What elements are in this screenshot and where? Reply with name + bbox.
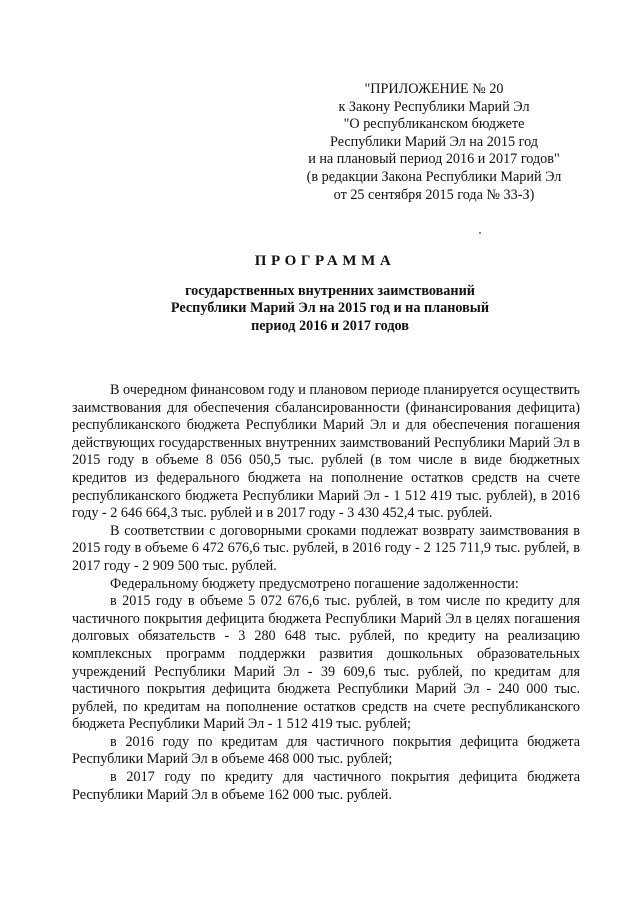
- paragraph: в 2017 году по кредиту для частичного покрытия дефицита бюджета Республики Марий Эл в объеме 162 000 тыс. рублей.: [72, 769, 580, 803]
- subtitle-line: период 2016 и 2017 годов: [251, 317, 409, 334]
- appendix-line: "ПРИЛОЖЕНИЕ № 20: [364, 81, 504, 97]
- paragraph: В очередном финансовом году и плановом периоде планируется осуществить заимствования для обеспечения сбалансированности (финансирования дефицита) республиканского бюджета Республики Марий Эл и для обеспечения погашения действующих государственных внутренних заимствований Республики Марий Эл в 2015 году в объеме 8 056 050,5 тыс. рублей (в том числе в виде бюджетных кредитов из федерального бюджета на пополнение остатков средств на счете республиканского бюджета Республики Марий Эл - 1 512 419 тыс. рублей), в 2016 году - 2 646 664,3 тыс. рублей и в 2017 году - 3 430 452,4 тыс. рублей.: [72, 382, 580, 522]
- appendix-line: и на плановый период 2016 и 2017 годов": [308, 151, 560, 168]
- subtitle-line: Республики Марий Эл на 2015 год и на плановый: [170, 300, 490, 317]
- appendix-line: (в редакции Закона Республики Марий Эл: [306, 168, 562, 185]
- paragraph: Федеральному бюджету предусмотрено погашение задолженности:: [110, 575, 519, 592]
- appendix-line: "О республиканском бюджете: [343, 116, 525, 133]
- program-title: ПРОГРАММА: [254, 253, 396, 269]
- speck-mark: [479, 232, 481, 234]
- program-subtitle: [120, 283, 540, 335]
- appendix-line: от 25 сентября 2015 года № 33-З): [333, 186, 535, 203]
- appendix-line: Республики Марий Эл на 2015 год: [330, 133, 538, 150]
- paragraph: В соответствии с договорными сроками подлежат возврату заимствования в 2015 году в объеме 6 472 676,6 тыс. рублей, в 2016 году - 2 125 711,9 тыс. рублей, в 2017 году - 2 909 500 тыс. рублей.: [72, 522, 580, 574]
- subtitle-line: государственных внутренних заимствований: [185, 283, 475, 299]
- paragraph: в 2015 году в объеме 5 072 676,6 тыс. рублей, в том числе по кредиту для частичного покрытия дефицита бюджета Республики Марий Эл в целях погашения долговых обязательств - 3 280 648 тыс. рублей, по кредиту на реализацию комплексных программ поддержки развития дошкольных образовательных учреждений Республики Марий Эл - 39 609,6 тыс. рублей, по кредитам для частичного покрытия дефицита бюджета Республики Марий Эл - 240 000 тыс. рублей, по кредитам на пополнение остатков средств на счете республиканского бюджета Республики Марий Эл - 1 512 419 тыс. рублей;: [72, 593, 580, 733]
- paragraph: в 2016 году по кредитам для частичного покрытия дефицита бюджета Республики Марий Эл в объеме 468 000 тыс. рублей;: [72, 733, 580, 768]
- body-text: [72, 382, 580, 804]
- appendix-header: [288, 81, 580, 204]
- appendix-line: к Закону Республики Марий Эл: [338, 98, 530, 115]
